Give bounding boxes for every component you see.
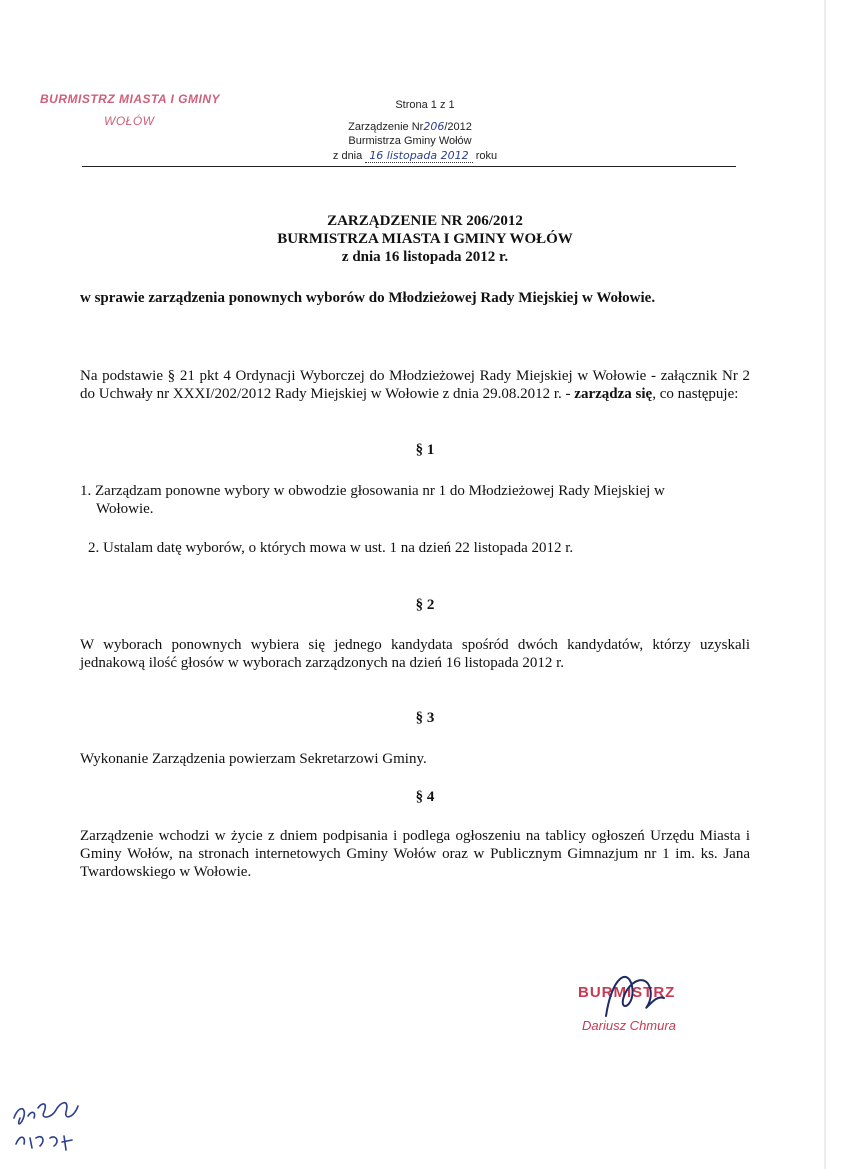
signature-stamp-name: Dariusz Chmura <box>582 1018 676 1033</box>
section-1-item-1: 1. Zarządzam ponowne wybory w obwodzie głosowania nr 1 do Młodzieżowej Rady Miejskiej w Wołowie. <box>80 483 665 517</box>
scan-edge <box>824 0 826 1169</box>
stamp-line-1: BURMISTRZ MIASTA I GMINY <box>40 92 220 106</box>
reference-number-handwritten: 206 <box>423 120 445 133</box>
reference-suffix: /2012 <box>444 121 472 133</box>
section-1-item-2: 2. Ustalam datę wyborów, o których mowa w ust. 1 na dzień 22 listopada 2012 r. <box>88 540 574 556</box>
section-4-heading: § 4 <box>415 789 435 805</box>
title-line-3: z dnia 16 listopada 2012 r. <box>341 249 509 265</box>
section-4-text: Zarządzenie wchodzi w życie z dniem podpisania i podlega ogłoszeniu na tablicy ogłoszeń Urzędu Miasta i Gminy Wołów, na stronach internetowych Gminy Wołów oraz w Publicznym Gimnazjum nr 1 im. ks. Jana Twardowskiego w Wołowie. <box>80 828 750 880</box>
date-prefix: z dnia <box>332 150 363 162</box>
date-suffix: roku <box>475 150 498 162</box>
section-2-text: W wyborach ponownych wybiera się jednego kandydata spośród dwóch kandydatów, którzy uzyskali jednakową ilość głosów w wyborach zarządzonych na dzień 16 listopada 2012 r. <box>80 637 750 671</box>
preamble-text: Na podstawie § 21 pkt 4 Ordynacji Wyborczej do Młodzieżowej Rady Miejskiej w Wołowie - załącznik Nr 2 do Uchwały nr XXXI/202/2012 Rady Miejskiej w Wołowie z dnia 29.08.2012 r. - <box>80 368 750 402</box>
mayor-stamp <box>40 92 220 128</box>
issuer-text: Burmistrza Gminy Wołów <box>348 135 472 147</box>
preamble-bold: zarządza się <box>574 386 653 402</box>
reference-prefix: Zarządzenie Nr <box>348 121 424 133</box>
page-indicator-text: Strona 1 z 1 <box>395 99 455 111</box>
document-subject: w sprawie zarządzenia ponownych wyborów do Młodzieżowej Rady Miejskiej w Wołowie. <box>80 290 656 306</box>
header-rule <box>82 166 736 167</box>
section-1-heading: § 1 <box>415 442 435 458</box>
title-line-2: BURMISTRZA MIASTA I GMINY WOŁÓW <box>277 231 573 247</box>
stamp-line-2: WOŁÓW <box>104 114 155 128</box>
preamble-rest: , co następuje: <box>652 386 739 402</box>
section-2-heading: § 2 <box>415 597 435 613</box>
title-line-1: ZARZĄDZENIE NR 206/2012 <box>327 213 523 229</box>
section-3-heading: § 3 <box>415 710 435 726</box>
reference-line <box>300 120 520 133</box>
page-indicator <box>330 99 520 111</box>
date-handwritten: 16 listopada 2012 <box>365 149 472 163</box>
signature-scribble-icon <box>598 966 668 1026</box>
preamble <box>80 367 750 403</box>
handwritten-initials-icon <box>8 1088 98 1158</box>
section-3-text: Wykonanie Zarządzenia powierzam Sekretarzowi Gminy. <box>80 751 427 767</box>
date-line <box>290 149 540 162</box>
signature-stamp-title: BURMISTRZ <box>578 984 676 1001</box>
document-title <box>0 212 850 266</box>
issuer-line <box>300 135 520 147</box>
